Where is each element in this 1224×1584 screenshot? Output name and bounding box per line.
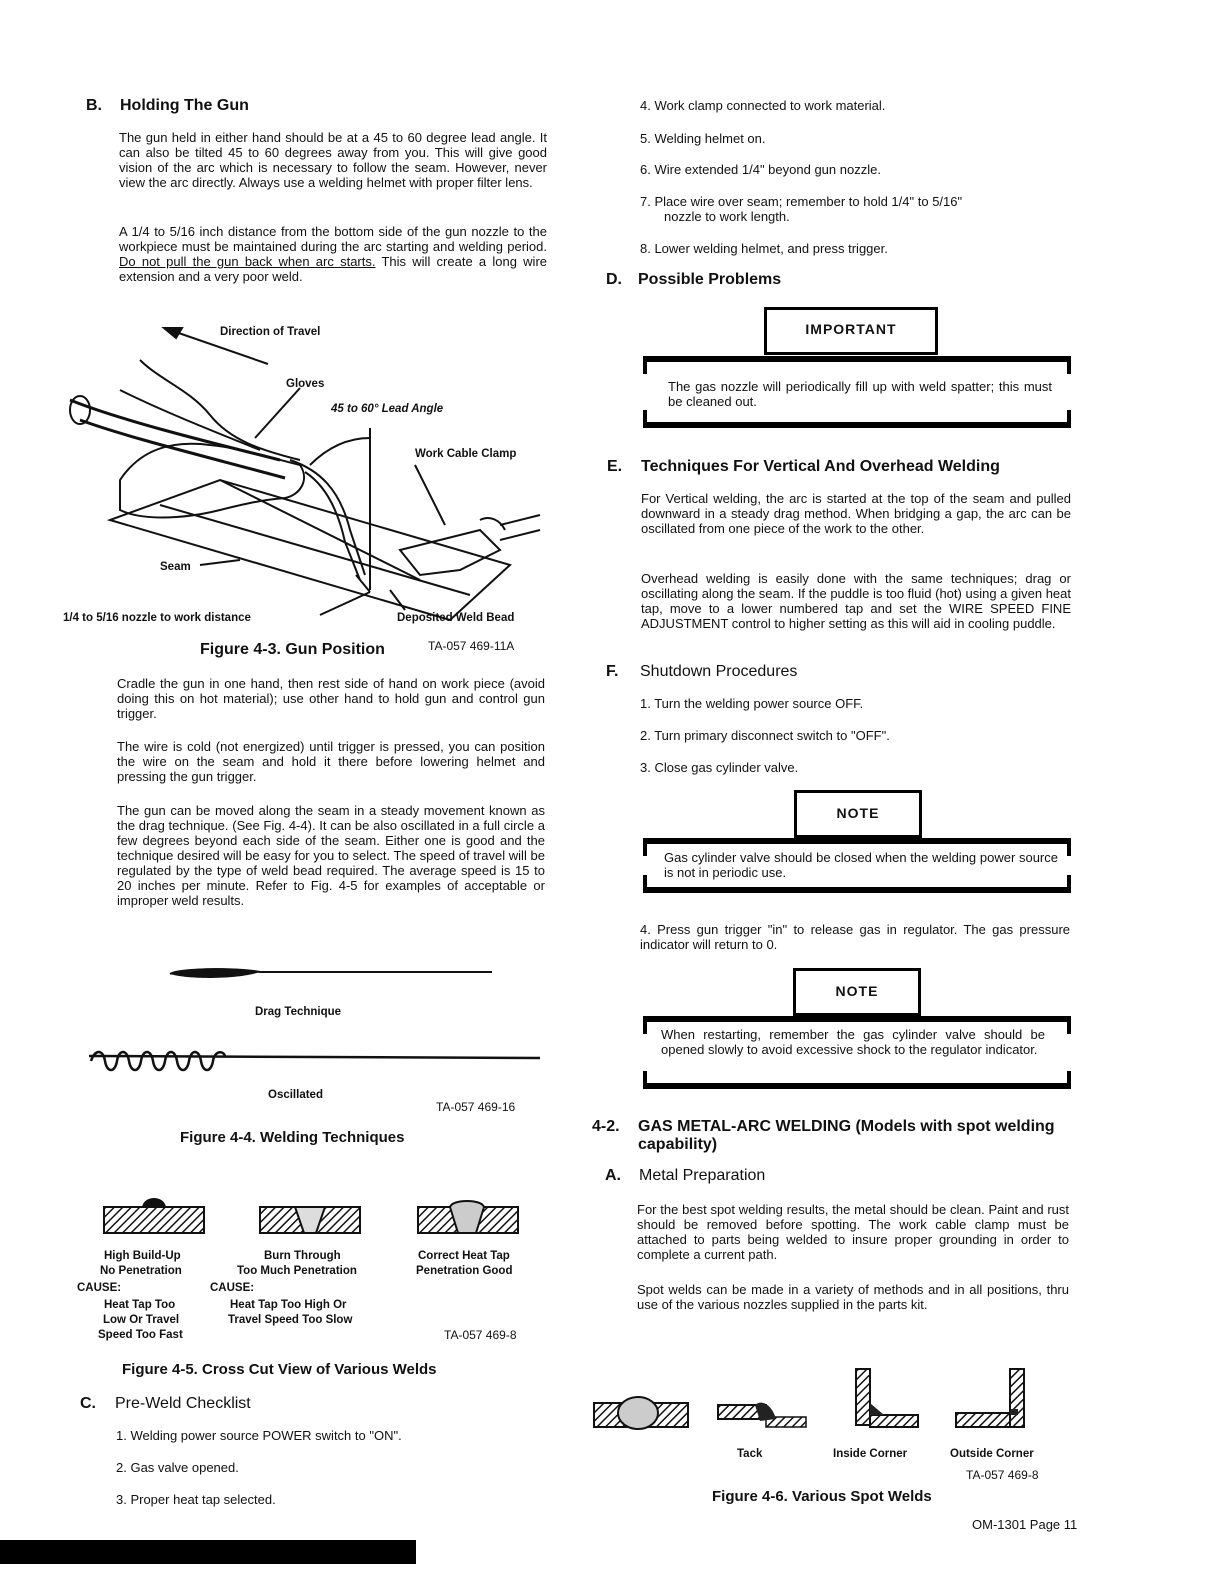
weld-1-cause-3: Speed Too Fast bbox=[98, 1329, 183, 1341]
shutdown-item-2: 2. Turn primary disconnect switch to "OFF". bbox=[640, 728, 890, 743]
checklist-item-7-cont: nozzle to work length. bbox=[664, 209, 790, 224]
section-b-paragraph-1: The gun held in either hand should be at a 45 to 60 degree lead angle. It can also be tilted 45 to 60 degrees away from you. This will give good vision of the arc which is necessary to follow the seam. However, never view the arc directly. Always use a welding helmet with proper filter lens. bbox=[119, 130, 547, 190]
important-bottom-rule bbox=[643, 422, 1071, 428]
important-left-tick bbox=[643, 356, 647, 374]
section-e-paragraph-1: For Vertical welding, the arc is started at the top of the seam and pulled downward in a steady drag method. When bridging a gap, the arc can be oscillated from one piece of the work to the other. bbox=[641, 491, 1071, 536]
spot-weld-outside-corner-label: Outside Corner bbox=[950, 1448, 1034, 1460]
section-e-paragraph-2: Overhead welding is easily done with the same techniques; drag or oscillating along the seam. If the puddle is too fluid (hot) using a given heat tap, move to a lower numbered tap and set the WIRE SPEED FINE ADJUSTMENT control to higher setting as this will aid in cooling puddle. bbox=[641, 571, 1071, 631]
important-right-tick bbox=[1067, 356, 1071, 374]
section-b-paragraph-2: A 1/4 to 5/16 inch distance from the bottom side of the gun nozzle to the workpiece must be maintained during the arc starting and welding period. Do not pull the gun back when arc starts. This will create a long wire extension and a very poor weld. bbox=[119, 224, 548, 284]
shutdown-item-4: 4. Press gun trigger "in" to release gas in regulator. The gas pressure indicator will return to 0. bbox=[640, 922, 1070, 952]
weld-2-label-2: Too Much Penetration bbox=[237, 1265, 357, 1277]
weld-2-cause-label: CAUSE: bbox=[210, 1282, 255, 1294]
weld-2-cause-1: Heat Tap Too High Or bbox=[230, 1299, 347, 1311]
weld-2-label-1: Burn Through bbox=[264, 1250, 341, 1262]
section-a-title: Metal Preparation bbox=[639, 1167, 766, 1184]
note-2-text: When restarting, remember the gas cylinder valve should be opened slowly to avoid excessive shock to the regulator indicator. bbox=[661, 1027, 1045, 1057]
checklist-item-5: 5. Welding helmet on. bbox=[640, 131, 766, 146]
weld-1-cause-label: CAUSE: bbox=[77, 1282, 122, 1294]
shutdown-item-3: 3. Close gas cylinder valve. bbox=[640, 760, 799, 775]
figure-4-5-code: TA-057 469-8 bbox=[444, 1328, 517, 1342]
section-f-title: Shutdown Procedures bbox=[640, 663, 798, 680]
weld-2-cause-2: Travel Speed Too Slow bbox=[228, 1314, 353, 1326]
checklist-item-8: 8. Lower welding helmet, and press trigger. bbox=[640, 241, 888, 256]
checklist-item-6: 6. Wire extended 1/4" beyond gun nozzle. bbox=[640, 162, 881, 177]
important-label-box: IMPORTANT bbox=[764, 307, 938, 355]
note-2-bottom-right-tick bbox=[1067, 1071, 1071, 1089]
section-4-2-title: GAS METAL-ARC WELDING (Models with spot welding capability) bbox=[638, 1118, 1055, 1153]
figure-4-5-caption: Figure 4-5. Cross Cut View of Various Welds bbox=[122, 1361, 437, 1378]
important-bottom-left-tick bbox=[643, 410, 647, 428]
paragraph-drag-technique: The gun can be moved along the seam in a steady movement known as the drag technique. (See Fig. 4-4). It can be also oscillated in a full circle a few degrees beyond each side of the seam. Either one is good and the technique desired will be easy for you to select. The speed of travel will be regulated by the type of weld bead required. The average speed is 15 to 20 inches per minute. Refer to Fig. 4-5 for examples of acceptable or improper weld results. bbox=[117, 803, 545, 908]
spot-weld-tack-label: Tack bbox=[737, 1448, 763, 1460]
note-2-label-box: NOTE bbox=[793, 968, 921, 1016]
note-2-left-tick bbox=[643, 1016, 647, 1034]
section-a-letter: A. bbox=[605, 1167, 621, 1184]
figure-4-6-caption: Figure 4-6. Various Spot Welds bbox=[712, 1488, 932, 1505]
note-2-bottom-rule bbox=[643, 1083, 1071, 1089]
label-deposited-weld-bead: Deposited Weld Bead bbox=[397, 612, 515, 624]
oscillated-label: Oscillated bbox=[268, 1089, 323, 1101]
label-nozzle-distance: 1/4 to 5/16 nozzle to work distance bbox=[63, 612, 251, 624]
figure-4-3-code: TA-057 469-11A bbox=[428, 639, 515, 653]
label-gloves: Gloves bbox=[286, 378, 325, 390]
weld-cross-sections bbox=[100, 1195, 540, 1240]
section-b-letter: B. bbox=[86, 97, 102, 114]
section-d-title: Possible Problems bbox=[638, 271, 782, 288]
gun-position-illustration bbox=[60, 320, 560, 630]
section-c-title: Pre-Weld Checklist bbox=[115, 1395, 251, 1412]
drag-technique-illustration bbox=[160, 960, 500, 990]
label-lead-angle: 45 to 60° Lead Angle bbox=[331, 403, 444, 415]
note-1-text: Gas cylinder valve should be closed when the welding power source is not in periodic use. bbox=[664, 850, 1058, 880]
scan-edge-bar bbox=[0, 1540, 416, 1564]
note-2-top-rule bbox=[643, 1016, 1071, 1022]
note-1-right-tick bbox=[1067, 838, 1071, 856]
spot-welds-illustration bbox=[590, 1365, 1030, 1435]
checklist-item-2: 2. Gas valve opened. bbox=[116, 1460, 239, 1475]
weld-3-label-1: Correct Heat Tap bbox=[418, 1250, 510, 1262]
section-a-paragraph-1: For the best spot welding results, the metal should be clean. Paint and rust should be removed before spotting. The work cable clamp must be attached to parts being welded to insure proper grounding in order to complete a current path. bbox=[637, 1202, 1069, 1262]
note-1-bottom-right-tick bbox=[1067, 875, 1071, 893]
weld-1-cause-2: Low Or Travel bbox=[103, 1314, 180, 1326]
weld-3-label-2: Penetration Good bbox=[416, 1265, 513, 1277]
section-b-title: Holding The Gun bbox=[120, 97, 249, 114]
shutdown-item-1: 1. Turn the welding power source OFF. bbox=[640, 696, 864, 711]
oscillated-illustration bbox=[85, 1045, 545, 1085]
figure-4-4-code: TA-057 469-16 bbox=[436, 1100, 516, 1114]
figure-4-4-caption: Figure 4-4. Welding Techniques bbox=[180, 1129, 405, 1146]
section-d-letter: D. bbox=[606, 271, 622, 288]
checklist-item-3: 3. Proper heat tap selected. bbox=[116, 1492, 276, 1507]
page-footer: OM-1301 Page 11 bbox=[972, 1517, 1078, 1532]
drag-technique-label: Drag Technique bbox=[255, 1006, 342, 1018]
note-1-left-tick bbox=[643, 838, 647, 856]
label-seam: Seam bbox=[160, 561, 191, 573]
note-2-bottom-left-tick bbox=[643, 1071, 647, 1089]
section-4-2-number: 4-2. bbox=[592, 1118, 620, 1135]
section-c-letter: C. bbox=[80, 1395, 96, 1412]
note-1-label-box: NOTE bbox=[794, 790, 922, 838]
weld-1-label-2: No Penetration bbox=[100, 1265, 182, 1277]
paragraph-cradle-gun: Cradle the gun in one hand, then rest side of hand on work piece (avoid doing this on hot material); use other hand to hold gun and control gun trigger. bbox=[117, 676, 545, 721]
figure-4-3-caption: Figure 4-3. Gun Position bbox=[200, 641, 385, 658]
checklist-item-7: 7. Place wire over seam; remember to hold 1/4" to 5/16" bbox=[640, 194, 963, 209]
note-2-right-tick bbox=[1067, 1016, 1071, 1034]
section-e-title: Techniques For Vertical And Overhead Welding bbox=[641, 458, 1000, 475]
paragraph-wire-cold: The wire is cold (not energized) until trigger is pressed, you can position the wire on the seam and hold it there before lowering helmet and pressing the gun trigger. bbox=[117, 739, 545, 784]
important-top-rule bbox=[643, 356, 1071, 362]
label-work-cable-clamp: Work Cable Clamp bbox=[415, 448, 517, 460]
note-1-bottom-left-tick bbox=[643, 875, 647, 893]
section-e-letter: E. bbox=[607, 458, 623, 475]
note-1-bottom-rule bbox=[643, 887, 1071, 893]
figure-4-6-code: TA-057 469-8 bbox=[966, 1468, 1039, 1482]
weld-1-label-1: High Build-Up bbox=[104, 1250, 181, 1262]
checklist-item-1: 1. Welding power source POWER switch to "ON". bbox=[116, 1428, 402, 1443]
weld-1-cause-1: Heat Tap Too bbox=[104, 1299, 176, 1311]
spot-weld-inside-corner-label: Inside Corner bbox=[833, 1448, 908, 1460]
section-a-paragraph-2: Spot welds can be made in a variety of methods and in all positions, thru use of the various nozzles supplied in the parts kit. bbox=[637, 1282, 1069, 1312]
important-bottom-right-tick bbox=[1067, 410, 1071, 428]
section-f-letter: F. bbox=[606, 663, 619, 680]
label-direction-of-travel: Direction of Travel bbox=[220, 326, 321, 338]
important-text: The gas nozzle will periodically fill up with weld spatter; this must be cleaned out. bbox=[668, 379, 1052, 409]
checklist-item-4: 4. Work clamp connected to work material. bbox=[640, 98, 886, 113]
note-1-top-rule bbox=[643, 838, 1071, 844]
